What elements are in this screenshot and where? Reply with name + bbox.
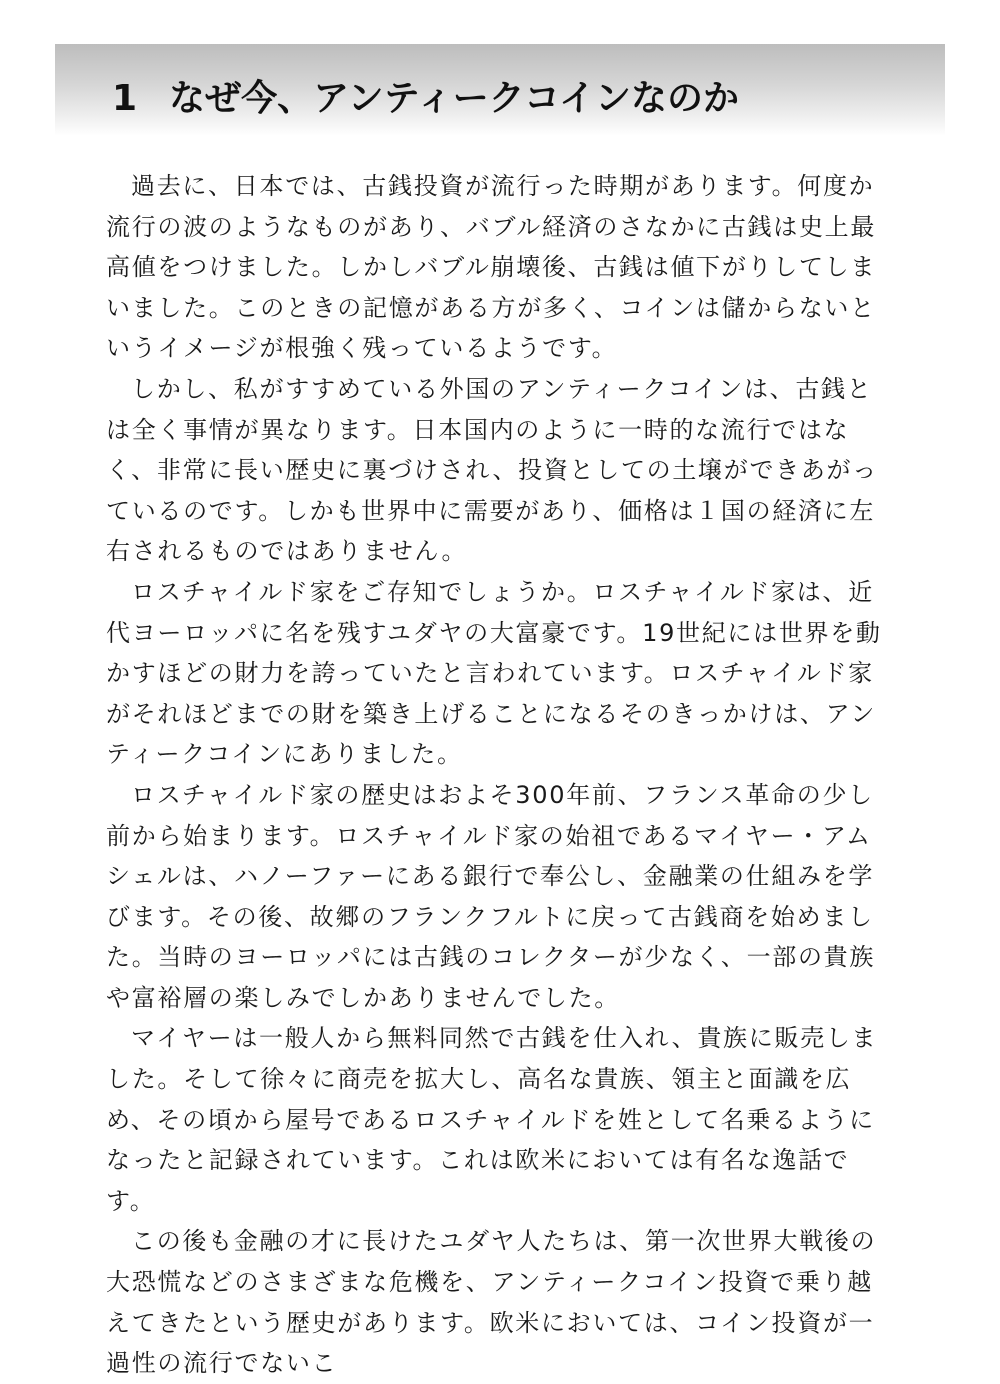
paragraph: しかし、私がすすめている外国のアンティークコインは、古銭とは全く事情が異なります。日本国内のように一時的な流行ではなく、非常に長い歴史に裏づけされ、投資としての土壌ができあがっているのです。しかも世界中に需要があり、価格は１国の経済に左右されるものではありません。 (106, 374, 878, 566)
paragraph: ロスチャイルド家の歴史はおよそ300年前、フランス革命の少し前から始まります。ロスチャイルド家の始祖であるマイヤー・アムシェルは、ハノーファーにある銀行で奉公し、金融業の仕組みを学びます。その後、故郷のフランクフルトに戻って古銭商を始めました。当時のヨーロッパには古銭のコレクターが少なく、一部の貴族や富裕層の楽しみでしかありませんでした。 (106, 780, 876, 1012)
section-number: 1 (112, 78, 138, 119)
body-text (106, 166, 896, 1384)
paragraph: マイヤーは一般人から無料同然で古銭を仕入れ、貴族に販売しました。そして徐々に商売を拡大し、高名な貴族、領主と面識を広め、その頃から屋号であるロスチャイルドを姓として名乗るようになったと記録されています。これは欧米においては有名な逸話です。 (106, 1024, 878, 1215)
paragraph: ロスチャイルド家をご存知でしょうか。ロスチャイルド家は、近代ヨーロッパに名を残すユダヤの大富豪です。19世紀には世界を動かすほどの財力を誇っていたと言われています。ロスチャイルド家がそれほどまでの財を築き上げることになるそのきっかけは、アンティークコインにありました。 (106, 577, 882, 769)
section-title: なぜ今、アンティークコインなのか (169, 78, 739, 119)
section-heading (112, 74, 739, 124)
paragraph: この後も金融の才に長けたユダヤ人たちは、第一次世界大戦後の大恐慌などのさまざまな危機を、アンティークコイン投資で乗り越えてきたという歴史があります。欧米においては、コイン投資が一過性の流行でないこ (106, 1227, 877, 1378)
paragraph: 過去に、日本では、古銭投資が流行った時期があります。何度か流行の波のようなものがあり、バブル経済のさなかに古銭は史上最高値をつけました。しかしバブル崩壊後、古銭は値下がりしてしまいました。このときの記憶がある方が多く、コインは儲からないというイメージが根強く残っているようです。 (106, 172, 877, 363)
